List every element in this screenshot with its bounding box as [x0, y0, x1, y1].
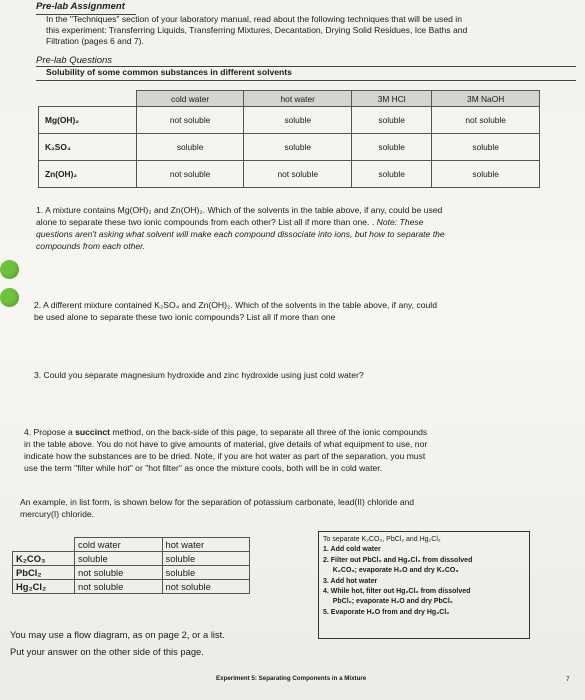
q1-line-2-text: alone to separate these two ionic compounds from each other? List all if more than one. .: [36, 217, 375, 227]
example-table: [12, 537, 250, 594]
step-item: 5. Evaporate H₂O from and dry Hg₂Cl₂: [323, 608, 450, 616]
q1-line-3: questions aren't asking what solvent will make each compound dissociate into ions, but how to separate the: [36, 229, 445, 239]
row-substance: Zn(OH)₂: [39, 161, 137, 188]
intro-line-3: Filtration (pages 6 and 7).: [46, 36, 144, 46]
step-item: 1. Add cold water: [323, 546, 381, 554]
step-item: 4. While hot, filter out Hg₂Cl₂ from dissolved: [323, 588, 471, 596]
q4-line-3: indicate how the substances are to be dried. Note, if you are hot water as part of the separation, you must: [24, 451, 426, 461]
steps-title: To separate K₂CO₃, PbCl₂ and Hg₂Cl₂: [323, 536, 441, 543]
table-title: Solubility of some common substances in different solvents: [46, 67, 292, 77]
flow-diagram-note: You may use a flow diagram, as on page 2, or a list.: [10, 629, 225, 640]
example-header-row: [13, 538, 250, 552]
header-cold-water: cold water: [136, 91, 244, 107]
q1-line-4: compounds from each other.: [36, 241, 146, 251]
table-row: [39, 134, 540, 161]
q1-line-2: [36, 217, 423, 228]
header-cold-water: cold water: [75, 538, 163, 552]
table-title-rule: [36, 80, 576, 81]
step-item: 3. Add hot water: [323, 577, 378, 585]
example-line-1: An example, in list form, is shown below for the separation of potassium carbonate, lead(II) chloride and: [20, 497, 415, 507]
header-naoh: 3M NaOH: [432, 91, 540, 107]
table-row: [39, 161, 540, 188]
questions-heading: Pre-lab Questions: [36, 55, 113, 66]
page-number: 7: [566, 676, 570, 683]
step-item: PbCl₂; evaporate H₂O and dry PbCl₂: [323, 598, 453, 606]
q3-line-1: 3. Could you separate magnesium hydroxide and zinc hydroxide using just cold water?: [34, 370, 364, 380]
q1-line-1: 1. A mixture contains Mg(OH)₂ and Zn(OH)₂. Which of the solvents in the table above, if any, could be used: [36, 205, 443, 215]
table-cell: not soluble: [75, 580, 163, 594]
table-cell: soluble: [162, 566, 250, 580]
q4-line-2: in the table above. You do not have to give amounts of material, give details of what equipment to use, nor: [24, 439, 428, 449]
step-item: K₂CO₃; evaporate H₂O and dry K₂CO₃: [323, 567, 459, 575]
prelab-title: Pre-lab Assignment: [36, 1, 125, 12]
q4-line-1-pre: 4. Propose a: [24, 427, 73, 437]
header-hot-water: hot water: [162, 538, 250, 552]
table-cell: not soluble: [75, 566, 163, 580]
table-row: [13, 580, 250, 594]
table-cell: not soluble: [432, 107, 540, 134]
table-cell: not soluble: [244, 161, 352, 188]
q4-succinct: succinct: [75, 427, 110, 437]
table-cell: not soluble: [136, 161, 244, 188]
header-empty: [13, 538, 75, 552]
table-cell: soluble: [352, 161, 432, 188]
table-row: [13, 566, 250, 580]
row-substance: K₂CO₃: [13, 552, 75, 566]
intro-line-2: this experiment: Transferring Liquids, Transferring Mixtures, Decantation, Drying Solid Residues, Ice Baths and: [46, 25, 468, 35]
table-cell: soluble: [75, 552, 163, 566]
q4-line-1-post: method, on the back-side of this page, to separate all three of the ionic compounds: [112, 427, 428, 437]
table-cell: soluble: [244, 134, 352, 161]
header-hcl: 3M HCl: [352, 91, 432, 107]
solubility-table: [38, 90, 540, 188]
table-cell: soluble: [352, 107, 432, 134]
table-cell: soluble: [432, 134, 540, 161]
q1-note-label: Note: These: [376, 217, 424, 227]
table-row: [13, 552, 250, 566]
table-cell: soluble: [352, 134, 432, 161]
table-cell: soluble: [244, 107, 352, 134]
intro-line-1: In the "Techniques" section of your laboratory manual, read about the following techniques that will be used in: [46, 14, 462, 24]
table-row: [39, 107, 540, 134]
example-line-2: mercury(I) chloride.: [20, 509, 95, 519]
check-circle-icon: [0, 260, 19, 279]
table-cell: not soluble: [136, 107, 244, 134]
q4-line-4: use the term "filter while hot" or "hot filter" as once the mixture cools, both will be in cold water.: [24, 463, 383, 473]
q2-line-1: 2. A different mixture contained K₂SO₄ and Zn(OH)₂. Which of the solvents in the table above, if any, could: [34, 300, 437, 310]
step-item: 2. Filter out PbCl₂ and Hg₂Cl₂ from dissolved: [323, 556, 473, 564]
header-empty: [39, 91, 137, 107]
experiment-footer: Experiment 5: Separating Components in a Mixture: [216, 675, 367, 682]
q4-line-1: [24, 427, 427, 438]
row-substance: Mg(OH)₂: [39, 107, 137, 134]
q2-line-2: be used alone to separate these two ionic compounds? List all if more than one: [34, 312, 336, 322]
header-hot-water: hot water: [244, 91, 352, 107]
table-cell: soluble: [162, 552, 250, 566]
check-circle-icon: [0, 288, 19, 307]
table-cell: not soluble: [162, 580, 250, 594]
solubility-header-row: [39, 91, 540, 107]
row-substance: Hg₂Cl₂: [13, 580, 75, 594]
row-substance: K₂SO₄: [39, 134, 137, 161]
separation-steps-box: [318, 531, 530, 639]
row-substance: PbCl₂: [13, 566, 75, 580]
answer-location-note: Put your answer on the other side of this page.: [10, 646, 204, 657]
table-cell: soluble: [432, 161, 540, 188]
table-cell: soluble: [136, 134, 244, 161]
